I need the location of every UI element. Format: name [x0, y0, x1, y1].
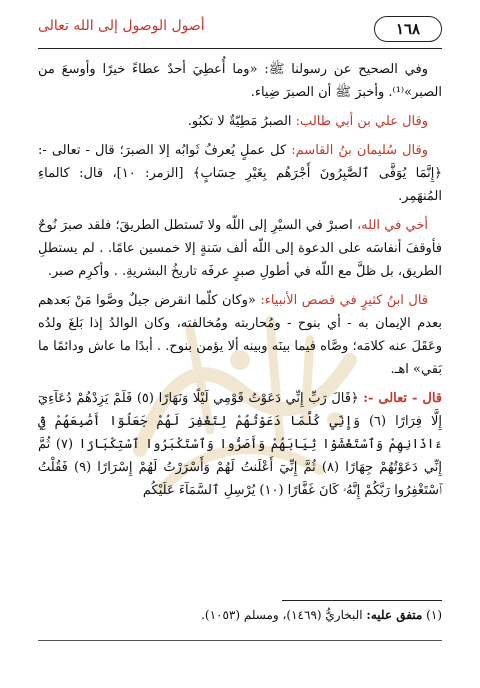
paragraph-text: كل عملٍ يُعرفُ ثَوابُه إلا الصبرَ؛ قال - تعالى -: ﴿إِنَّمَا يُوَفَّى ٱلصَّٰبِرُونَ أَجْرَهُم بِغَيْرِ حِسَابٍ﴾ [الزمر: ١٠]، قال: كالماءِ المُنهَمِر. [38, 143, 442, 204]
paragraph-hadith [38, 58, 442, 104]
page-content [38, 58, 442, 508]
paragraph-lead: وقال سُليمان بنُ القاسم: [291, 143, 428, 158]
paragraph-text: ﴿قَالَ رَبِّ إِنِّي دَعَوْتُ قَوْمِي لَيْلًا وَنَهَارًا (٥) فَلَمْ يَزِدْهُمْ دُعَآءِيٓ إِلَّا فِرَارًا (٦) وَإِنِّي كُلَّمَا دَعَوْتُهُمْ لِتَغْفِرَ لَهُمْ جَعَلُوٓا أَصَٰبِعَهُمْ فِيٓ ءَاذَانِهِمْ وَٱسْتَغْشَوْا ثِيَابَهُمْ وَأَصَرُّوا وَٱسْتَكْبَرُوا ٱسْتِكْبَارًا (٧) ثُمَّ إِنِّي دَعَوْتُهُمْ جِهَارًا (٨) ثُمَّ إِنِّيٓ أَعْلَنتُ لَهُمْ وَأَسْرَرْتُ لَهُمْ إِسْرَارًا (٩) فَقُلْتُ ٱسْتَغْفِرُوا رَبَّكُمْ إِنَّهُۥ كَانَ غَفَّارًا (١٠) يُرْسِلِ ٱلسَّمَآءَ عَلَيْكُم [38, 391, 442, 498]
paragraph-lead: أخي في الله، [356, 218, 429, 233]
paragraph-text: وفي الصحيح عن رسولنا ﷺ: «وما أُعطِيَ أحدٌ عطاءً خيرًا وأوسعَ من الصبر»⁽¹⁾. وأخبرَ ﷺ أن الصبرَ ضِياء. [38, 62, 442, 100]
paragraph-lead: وقال علي بن أبي طالب: [295, 114, 428, 129]
paragraph-lead: قال - تعالى -: [363, 391, 443, 406]
paragraph-text: اصبرْ في السيْرِ إلى اللّه ولا تَستطل الطريقَ؛ فلقد صبرَ نُوحٌ فأوقفَ أنفاسَه على الدعوة إلى اللّه ألف سَنةٍ إلا خمسين عامًا. . لم يستطلِ الطريق، بل ظلَّ مع اللّه في أطولِ صبرٍ عرفَه تاريخُ البشريةِ. . وأكرِم صبر. [38, 218, 442, 279]
paragraph-text: الصبرُ مَطِيّةٌ لا تكبُو. [187, 114, 292, 129]
paragraph-ali [38, 110, 442, 133]
page-header [38, 16, 442, 46]
paragraph-brother [38, 214, 442, 283]
footnote [38, 608, 442, 622]
footnote-text: البخاريُّ (١٤٦٩)، ومسلم (١٠٥٣). [201, 608, 363, 622]
page-number: ١٦٨ [374, 16, 442, 42]
bottom-divider [38, 640, 442, 641]
paragraph-sulaiman [38, 139, 442, 208]
header-divider [38, 48, 442, 49]
footnote-marker: (١) [426, 608, 442, 622]
footnote-label: متفق عليه: [366, 608, 423, 622]
paragraph-quran [38, 387, 442, 502]
paragraph-ibn-kathir [38, 289, 442, 381]
header-title: أصول الوصول إلى الله تعالى [38, 18, 205, 34]
paragraph-lead: قال ابنُ كثيرٍ في قصص الأنبياء: [260, 293, 428, 308]
footnote-divider [282, 600, 442, 601]
paragraph-text: «وكان كلّما انقرض جيلٌ وصَّوا مَنْ بَعدهم بعدم الإيمان به - أي بنوح - ومُحاربته ومُخالفته، وكان الوالدُ إذا بَلغَ ولدُه وعَقَلَ عنه كلامَه؛ وصَّاه فيما بينَه وبينه ألا يؤمن بنوح. . أبدًا ما عاش ودائمًا ما بَقي» اهـ. [38, 293, 442, 377]
